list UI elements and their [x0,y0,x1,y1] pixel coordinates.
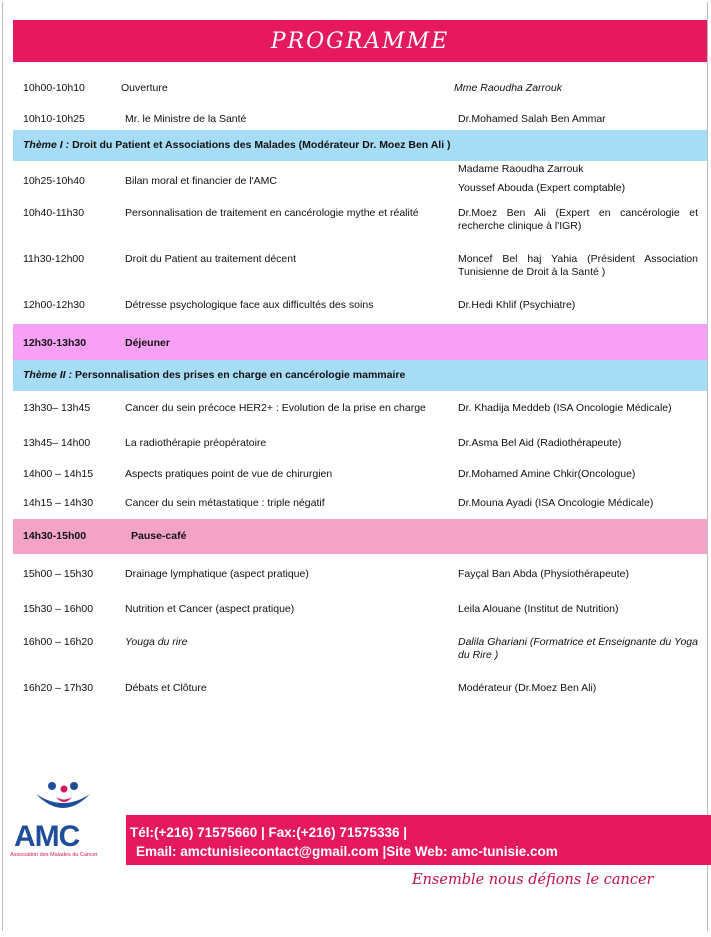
break-time: 12h30-13h30 [23,337,87,349]
agenda-row [13,203,707,249]
logo-figures-icon [8,780,118,820]
agenda-row [13,590,707,626]
agenda-row [13,626,707,672]
contact-phone-fax: Tél:(+216) 71575660 | Fax:(+216) 71575336 | [130,825,407,840]
agenda-row [13,68,707,101]
agenda-row [13,490,707,519]
session-time: 14h00 – 14h15 [23,468,94,480]
break-title: Déjeuner [125,337,170,349]
session-time: 16h00 – 16h20 [23,636,94,648]
session-speaker: Mme Raoudha Zarrouk [454,82,562,94]
session-time: 12h00-12h30 [23,299,85,311]
theme-label: Thème I : [23,139,70,151]
session-speaker: Dr.Mohamed Salah Ben Ammar [458,113,606,125]
session-speaker: Fayçal Ban Abda (Physiothérapeute) [458,568,630,580]
agenda-row [13,249,707,295]
agenda-row [13,391,707,428]
session-title: Droit du Patient au traitement décent [125,253,297,265]
session-speaker: Modérateur (Dr.Moez Ben Ali) [458,682,597,694]
session-speaker: Madame Raoudha Zarrouk [458,163,584,175]
session-time: 14h15 – 14h30 [23,497,94,509]
session-title: Cancer du sein précoce HER2+ : Evolution de la prise en charge [125,402,426,414]
amc-logo [8,780,118,860]
session-title: Personnalisation de traitement en cancérologie mythe et réalité [125,207,419,219]
page-title: PROGRAMME [270,28,450,54]
session-title: Aspects pratiques point de vue de chirurgien [125,468,333,480]
theme-label: Thème II : [23,369,73,381]
session-title: Cancer du sein métastatique : triple négatif [125,497,325,509]
break-time: 14h30-15h00 [23,530,87,542]
agenda-row [13,295,707,324]
agenda-row [13,459,707,490]
session-title: Bilan moral et financier de l'AMC [125,175,277,187]
session-title: Mr. le Ministre de la Santé [125,113,247,125]
session-time: 15h30 – 16h00 [23,603,94,615]
session-speaker: Dr.Hedi Khlif (Psychiatre) [458,299,576,311]
session-time: 13h45– 14h00 [23,437,91,449]
session-time: 10h00-10h10 [23,82,85,94]
session-title: Drainage lymphatique (aspect pratique) [125,568,309,580]
theme-text: Personnalisation des prises en charge en cancérologie mammaire [75,369,406,381]
session-speaker: Dalila Ghariani (Formatrice et Enseignante du Yoga du Rire ) [458,636,698,661]
session-title: Ouverture [121,82,168,94]
agenda-row [13,161,707,203]
agenda-row [13,428,707,459]
session-time: 16h20 – 17h30 [23,682,94,694]
session-title: Nutrition et Cancer (aspect pratique) [125,603,295,615]
coffee-band [13,519,707,554]
session-speaker: Moncef Bel haj Yahia (Président Association Tunisienne de Droit à la Santé ) [458,253,698,278]
theme-text: Droit du Patient et Associations des Malades (Modérateur Dr. Moez Ben Ali ) [72,139,451,151]
session-time: 10h10-10h25 [23,113,85,125]
lunch-band [13,324,707,360]
slogan: Ensemble nous défions le cancer [412,872,654,888]
session-time: 13h30– 13h45 [23,402,91,414]
session-title: La radiothérapie préopératoire [125,437,267,449]
programme-header [13,20,707,62]
theme-band-1 [13,130,707,161]
agenda-row [13,554,707,590]
session-speaker: Dr.Moez Ben Ali (Expert en cancérologie et recherche clinique à l'IGR) [458,207,698,232]
session-speaker: Leila Alouane (Institut de Nutrition) [458,603,619,615]
session-time: 10h25-10h40 [23,175,85,187]
break-title: Pause-café [131,530,187,542]
agenda-row [13,101,707,130]
session-title: Youga du rire [125,636,188,648]
logo-subtitle: Association des Malades du Cancer [10,852,98,858]
session-title: Détresse psychologique face aux difficultés des soins [125,299,374,311]
session-time: 15h00 – 15h30 [23,568,94,580]
session-title: Débats et Clôture [125,682,207,694]
contact-band [126,815,711,865]
session-speaker: Dr.Mouna Ayadi (ISA Oncologie Médicale) [458,497,654,509]
contact-email-web: Email: amctunisiecontact@gmail.com |Site Web: amc-tunisie.com [136,844,558,859]
theme-band-2 [13,360,707,391]
session-speaker: Dr. Khadija Meddeb (ISA Oncologie Médicale) [458,402,672,414]
logo-text: AMC [14,820,80,853]
session-time: 11h30-12h00 [23,253,85,265]
session-time: 10h40-11h30 [23,207,85,219]
agenda-table [13,68,707,702]
session-speaker: Dr.Asma Bel Aid (Radiothérapeute) [458,437,622,449]
agenda-row [13,672,707,702]
session-speaker: Dr.Mohamed Amine Chkir(Oncologue) [458,468,636,480]
session-speaker-2: Youssef Abouda (Expert comptable) [458,182,626,194]
